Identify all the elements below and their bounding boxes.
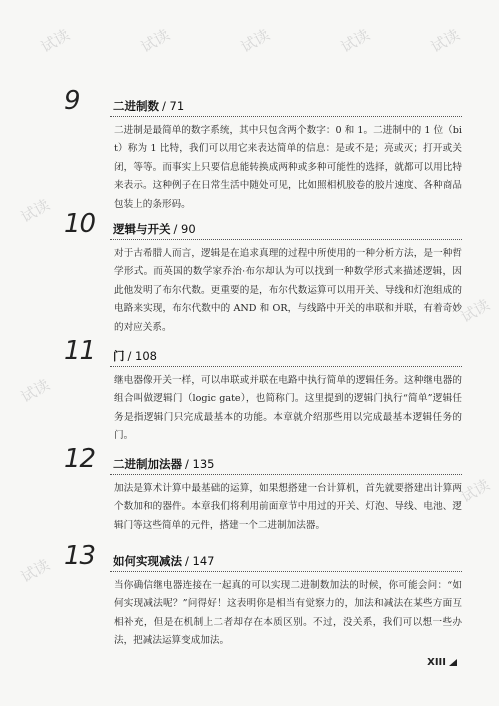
- chapter-title: 门: [113, 349, 125, 363]
- chapter-title-link[interactable]: [113, 456, 214, 472]
- chapter-title: 如何实现减法: [113, 554, 182, 568]
- watermark: 试读: [17, 375, 53, 407]
- dotted-rule: [110, 116, 462, 117]
- chapter-entry: [64, 444, 462, 535]
- dotted-rule: [110, 571, 462, 572]
- chapter-heading: [64, 444, 462, 478]
- watermark: 试读: [237, 25, 273, 57]
- chapter-number: 10: [64, 209, 96, 239]
- chapter-number: 11: [64, 336, 96, 366]
- chapter-page: / 108: [127, 349, 157, 363]
- chapter-title-link[interactable]: [113, 553, 214, 569]
- chapter-title: 二进制加法器: [113, 457, 182, 471]
- chapter-page: / 90: [173, 222, 196, 236]
- chapter-number: 9: [64, 86, 80, 116]
- page-number-label: XIII: [427, 657, 446, 668]
- chapter-summary: 二进制是最简单的数字系统，其中只包含两个数字：0 和 1。二进制中的 1 位（bit）称为 1 比特，我们可以用它来表达简单的信息：是或不是；亮或灭；打开或关闭，等等。而事实上只要信息能转换成两种或多种可能性的选择，就都可以用比特来表示。这种例子在日常生活中随处可见，比如照相机胶卷的胶片速度、各种商品包装上的条形码。: [114, 125, 462, 210]
- chapter-page: / 135: [185, 457, 215, 471]
- chapter-summary: 加法是算术计算中最基础的运算，如果想搭建一台计算机，首先就要搭建出计算两个数加和的器件。本章我们将利用前面章节中用过的开关、灯泡、导线、电池、逻辑门等这些简单的元件，搭建一个二进制加法器。: [114, 483, 462, 531]
- page-number: [427, 657, 457, 668]
- watermark: 试读: [37, 25, 73, 57]
- chapter-summary: 继电器像开关一样，可以串联或并联在电路中执行简单的逻辑任务。这种继电器的组合叫做逻辑门（logic gate），也简称门。这里提到的逻辑门执行“简单”逻辑任务是指逻辑门只完成最基本的功能。本章就介绍那些用以完成最基本逻辑任务的门。: [114, 375, 462, 442]
- chapter-summary: 当你确信继电器连接在一起真的可以实现二进制数加法的时候，你可能会问：“如何实现减法呢？”问得好！这表明你是相当有觉察力的，加法和减法在某些方面互相补充，但是在机制上二者却存在本质区别。不过，没关系，我们可以想一些办法，把减法运算变成加法。: [114, 580, 462, 647]
- watermark: 试读: [17, 195, 53, 227]
- chapter-heading: [64, 336, 462, 370]
- chapter-entry: [64, 541, 462, 651]
- triangle-marker-icon: [449, 659, 457, 666]
- dotted-rule: [110, 239, 462, 240]
- chapter-title-link[interactable]: [113, 98, 184, 114]
- chapter-title-link[interactable]: [113, 221, 196, 237]
- chapter-heading: [64, 86, 462, 120]
- chapter-number: 13: [64, 541, 96, 571]
- chapter-page: / 71: [162, 99, 185, 113]
- dotted-rule: [110, 366, 462, 367]
- watermark: 试读: [457, 475, 493, 507]
- watermark: 试读: [337, 25, 373, 57]
- watermark: 试读: [137, 25, 173, 57]
- chapter-page: / 147: [185, 554, 215, 568]
- chapter-title-link[interactable]: [113, 348, 157, 364]
- chapter-title: 二进制数: [113, 99, 159, 113]
- watermark: 试读: [17, 555, 53, 587]
- watermark: 试读: [427, 25, 463, 57]
- chapter-number: 12: [64, 444, 96, 474]
- watermark: 试读: [457, 295, 493, 327]
- chapter-summary: 对于古希腊人而言，逻辑是在追求真理的过程中所使用的一种分析方法，是一种哲学形式。而英国的数学家乔治·布尔却认为可以找到一种数学形式来描述逻辑，因此他发明了布尔代数。更重要的是，布尔代数运算可以用开关、导线和灯泡组成的电路来实现，布尔代数中的 AND 和 OR，与线路中开关的串联和并联，有着奇妙的对应关系。: [114, 248, 462, 333]
- chapter-heading: [64, 209, 462, 243]
- chapter-title: 逻辑与开关: [113, 222, 171, 236]
- dotted-rule: [110, 474, 462, 475]
- chapter-entry: [64, 86, 462, 214]
- chapter-entry: [64, 336, 462, 446]
- chapter-entry: [64, 209, 462, 337]
- chapter-heading: [64, 541, 462, 575]
